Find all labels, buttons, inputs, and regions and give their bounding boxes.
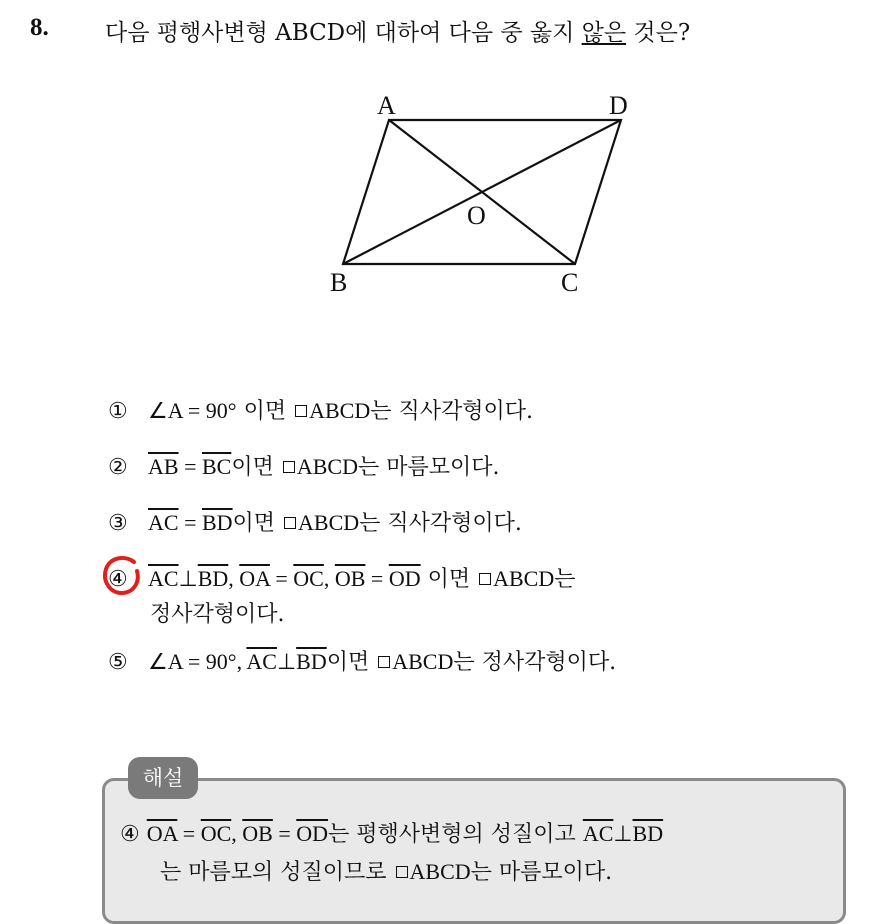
explanation-line-1 xyxy=(120,817,663,848)
question-text-start: 다음 평행사변형 ABCD에 대하여 다음 중 옳지 xyxy=(105,20,582,46)
segment-bd: $\overline{BD}$ xyxy=(197,566,229,591)
segment-oa: $\overline{OA}$ xyxy=(146,821,178,846)
explanation-line-2 xyxy=(160,855,612,886)
question-number: 8. xyxy=(30,14,49,41)
segment-oc: $\overline{OC}$ xyxy=(293,566,324,591)
choice-4-tail: 는 xyxy=(554,567,576,592)
equals-sign: = xyxy=(178,454,202,479)
question-text-end: 것은? xyxy=(626,20,691,46)
choice-5-angle: ∠A = 90° xyxy=(148,649,237,674)
choice-2-tail: 는 마름모이다. xyxy=(357,455,500,480)
segment-ac: $\overline{AC}$ xyxy=(582,821,614,846)
choice-2-shape: ABCD xyxy=(296,454,358,479)
choice-5-shape: ABCD xyxy=(392,649,454,674)
segment-bd: $\overline{BD}$ xyxy=(201,510,233,535)
choice-5-tail: 는 정사각형이다. xyxy=(453,650,617,675)
explanation-mid-text: 는 평행사변형의 성질이고 xyxy=(328,822,583,847)
diagonal-bd xyxy=(343,120,621,264)
perpendicular-sign: ⊥ xyxy=(613,821,633,846)
choice-3-number: ③ xyxy=(108,511,128,536)
choice-4-number: ④ xyxy=(108,567,128,592)
segment-ac: $\overline{AC}$ xyxy=(148,510,179,535)
parallelogram-symbol-icon xyxy=(295,405,307,417)
explanation-badge: 해설 xyxy=(128,757,198,799)
choice-1[interactable] xyxy=(108,394,533,425)
segment-bd: $\overline{BD}$ xyxy=(296,649,327,674)
equals-sign: = xyxy=(365,566,389,591)
equals-sign: = xyxy=(272,821,297,846)
label-d: D xyxy=(609,91,628,120)
choice-1-shape: ABCD xyxy=(309,398,371,423)
parallelogram-figure xyxy=(0,0,884,320)
segment-ob: $\overline{OB}$ xyxy=(334,566,366,591)
segment-ab: $\overline{AB}$ xyxy=(148,454,179,479)
parallelogram-symbol-icon xyxy=(396,866,408,878)
choice-1-number: ① xyxy=(108,399,128,424)
explanation-line-2-tail: 는 마름모이다. xyxy=(470,860,613,885)
comma: , xyxy=(228,566,240,591)
choice-2-text: 이면 xyxy=(231,455,281,480)
equals-sign: = xyxy=(269,566,294,591)
label-o: O xyxy=(467,201,486,230)
choice-4-text: 이면 xyxy=(420,567,478,592)
explanation-number: ④ xyxy=(120,822,140,847)
comma: , xyxy=(236,649,247,674)
perpendicular-sign: ⊥ xyxy=(178,566,198,591)
choice-1-tail: 는 직사각형이다. xyxy=(370,399,533,424)
choice-1-text: 이면 xyxy=(236,399,294,424)
choice-3[interactable] xyxy=(108,506,522,537)
choice-3-text: 이면 xyxy=(232,511,283,536)
comma: , xyxy=(231,821,243,846)
choice-4-shape: ABCD xyxy=(493,566,555,591)
label-b: B xyxy=(330,268,348,297)
choice-4[interactable] xyxy=(108,562,576,593)
explanation-shape: ABCD xyxy=(409,859,471,884)
segment-ac: $\overline{AC}$ xyxy=(148,566,179,591)
question-emphasis: 않은 xyxy=(581,20,627,46)
perpendicular-sign: ⊥ xyxy=(276,649,297,674)
equals-sign: = xyxy=(178,510,202,535)
parallelogram-symbol-icon xyxy=(284,517,296,529)
choice-1-angle: ∠A = 90° xyxy=(148,398,237,423)
segment-bd: $\overline{BD}$ xyxy=(632,821,664,846)
segment-bc: $\overline{BC}$ xyxy=(201,454,232,479)
equals-sign: = xyxy=(177,821,201,846)
choice-3-shape: ABCD xyxy=(298,510,360,535)
choice-5-number: ⑤ xyxy=(108,650,128,675)
choice-4-continuation: 정사각형이다. xyxy=(150,602,285,627)
choice-2[interactable] xyxy=(108,450,499,481)
segment-oc: $\overline{OC}$ xyxy=(200,821,232,846)
label-a: A xyxy=(377,91,396,120)
choice-5-text: 이면 xyxy=(326,650,377,675)
segment-ac: $\overline{AC}$ xyxy=(246,649,277,674)
segment-od: $\overline{OD}$ xyxy=(388,566,421,591)
segment-oa: $\overline{OA}$ xyxy=(239,566,270,591)
choice-5[interactable] xyxy=(108,645,616,676)
explanation-box xyxy=(102,778,846,924)
segment-ob: $\overline{OB}$ xyxy=(242,821,273,846)
parallelogram-symbol-icon xyxy=(378,656,390,668)
label-c: C xyxy=(561,268,579,297)
parallelogram-symbol-icon xyxy=(479,573,491,585)
explanation-line-2-text: 는 마름모의 성질이므로 xyxy=(160,860,394,885)
segment-od: $\overline{OD}$ xyxy=(296,821,329,846)
choice-3-tail: 는 직사각형이다. xyxy=(359,511,522,536)
choice-2-number: ② xyxy=(108,455,128,480)
parallelogram-symbol-icon xyxy=(283,461,295,473)
comma: , xyxy=(323,566,335,591)
